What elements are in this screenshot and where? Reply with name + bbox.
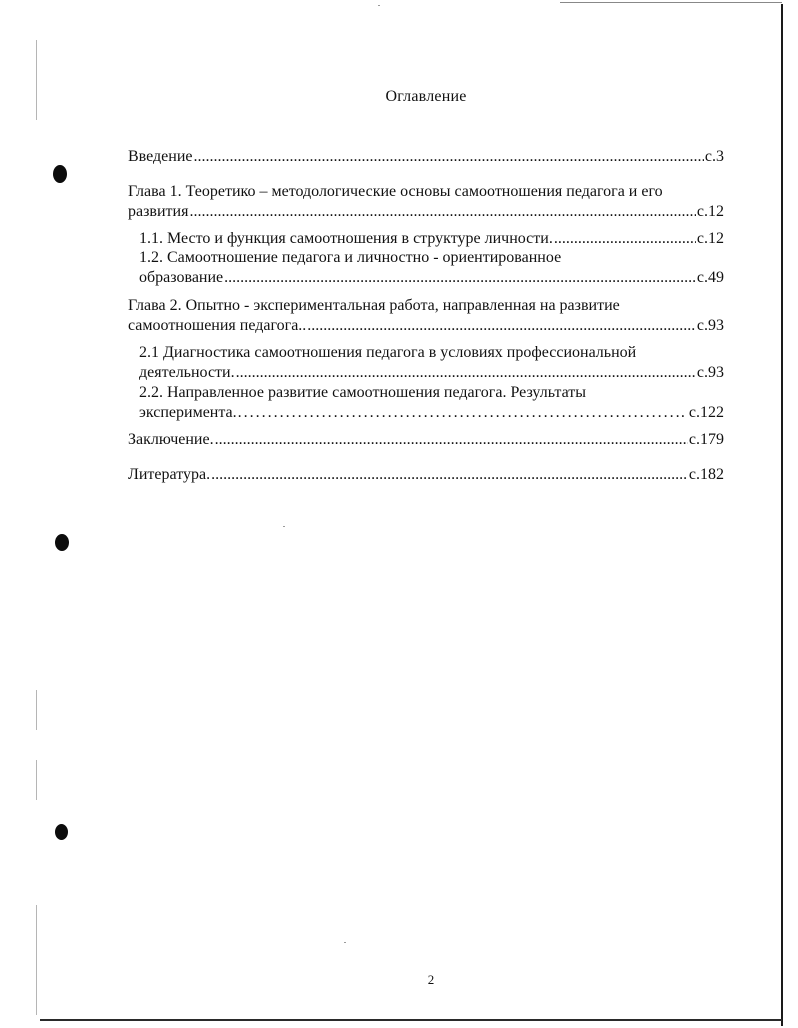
- toc-entry-page: с.179: [688, 431, 724, 448]
- toc-entry-section-1-2[interactable]: [139, 268, 724, 287]
- toc-leader-dots: [211, 465, 688, 484]
- toc-entry-label: Введение: [128, 148, 193, 165]
- toc-entry-page: . с.122: [680, 404, 724, 421]
- toc-entry-chapter-2[interactable]: [128, 316, 724, 335]
- toc-entry-page: с.12: [696, 230, 724, 247]
- toc-entry-page: с.49: [696, 269, 724, 286]
- toc-entry-page: с.12: [696, 203, 724, 220]
- toc-entry-label: образование: [139, 269, 224, 286]
- toc-entry-bibliography[interactable]: [128, 465, 724, 484]
- toc-entry-page: с.182: [688, 466, 724, 483]
- toc-leader-dots: [224, 268, 696, 287]
- toc-entry-section-1-1[interactable]: [139, 229, 724, 248]
- toc-leader-dots: [189, 202, 695, 221]
- toc-entry-section-2-2[interactable]: [139, 403, 724, 422]
- toc-entry-chapter-1[interactable]: [128, 202, 724, 221]
- toc-entry-page: с.93: [696, 364, 724, 381]
- toc-entry-section-2-2-title[interactable]: 2.2. Направленное развитие самоотношения педагога. Результаты: [139, 384, 587, 401]
- toc-entry-label: самоотношения педагога..: [128, 317, 307, 334]
- toc-title: Оглавление: [385, 88, 467, 105]
- toc-entry-label: 1.1. Место и функция самоотношения в структуре личности.: [139, 230, 553, 247]
- toc-leader-dots: [215, 430, 688, 449]
- toc-leader-dots: [238, 403, 680, 422]
- toc-entry-section-1-2-title[interactable]: 1.2. Самоотношение педагога и личностно - ориентированное: [139, 249, 562, 266]
- toc-entry-section-2-1-title[interactable]: 2.1 Диагностика самоотношения педагога в условиях профессиональной: [139, 344, 637, 361]
- toc-entry-introduction[interactable]: [128, 147, 724, 166]
- toc-entry-chapter-1-title[interactable]: Глава 1. Теоретико – методологические основы самоотношения педагога и его: [128, 183, 663, 200]
- toc-entry-section-2-1[interactable]: [139, 363, 724, 382]
- toc-leader-dots: [194, 147, 704, 166]
- toc-entry-label: развития: [128, 203, 189, 220]
- toc-entry-label: эксперимента.: [139, 404, 237, 421]
- toc-entry-chapter-2-title[interactable]: Глава 2. Опытно - экспериментальная работа, направленная на развитие: [128, 297, 620, 314]
- toc-entry-conclusion[interactable]: [128, 430, 724, 449]
- toc-entry-label: Заключение.: [128, 431, 214, 448]
- toc-entry-page: с.3: [704, 148, 724, 165]
- toc-leader-dots: [307, 316, 696, 335]
- toc-entry-label: деятельности.: [139, 364, 235, 381]
- toc-entry-page: с.93: [696, 317, 724, 334]
- toc-leader-dots: [236, 363, 696, 382]
- toc-leader-dots: [554, 229, 696, 248]
- page-number: 2: [427, 972, 435, 987]
- toc-entry-label: Литература.: [128, 466, 211, 483]
